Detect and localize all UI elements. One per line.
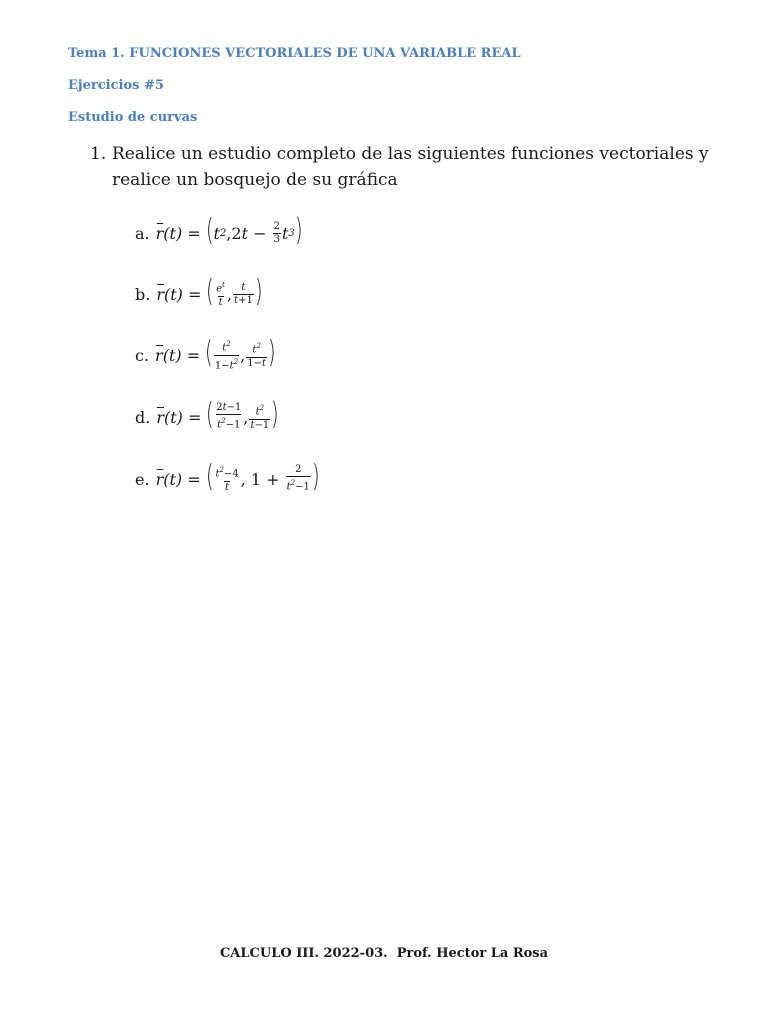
item-b [135, 274, 263, 314]
formula-e: r (t) = ( $\frac{t^2-4}{t}$ , 1 + $\frac{2}{t^2-1}$ ) [155, 459, 320, 494]
item-label: b. [135, 284, 151, 304]
formula-c: r (t) = ( $\frac{t^2}{1-t^2}$ , $\frac{t^2}{1-t}$ ) [155, 335, 276, 371]
problem-text: Realice un estudio completo de las siguientes funciones vectoriales y realice un bosquejo de su gráfica [112, 144, 709, 190]
page-footer: CALCULO III. 2022-03. Prof. Hector La Rosa [219, 946, 549, 961]
item-d [135, 397, 279, 437]
formula-a: r (t) = ( t 2 , 2 t − $\frac{2}{3}$ t 3 ) [155, 213, 303, 248]
item-e [135, 459, 320, 499]
problem-number: 1. [90, 144, 107, 164]
item-label: e. [135, 469, 150, 489]
problem-statement [90, 141, 710, 193]
topic-heading: Tema 1. FUNCIONES VECTORIALES DE UNA VARIABLE REAL [68, 46, 521, 61]
item-label: d. [135, 407, 151, 427]
item-c [135, 335, 276, 375]
item-a [135, 213, 303, 253]
item-label: c. [135, 345, 150, 365]
section-heading: Estudio de curvas [68, 110, 198, 125]
item-label: a. [135, 223, 150, 243]
formula-d: r (t) = ( $\frac{2t-1}{t^2-1}$ , $\frac{t^2}{t-1}$ ) [156, 397, 279, 432]
formula-b: r (t) = ( $\frac{e^t}{t}$ , $\frac{t}{t+1}$ ) [156, 274, 263, 309]
exercises-heading: Ejercicios #5 [68, 78, 164, 93]
